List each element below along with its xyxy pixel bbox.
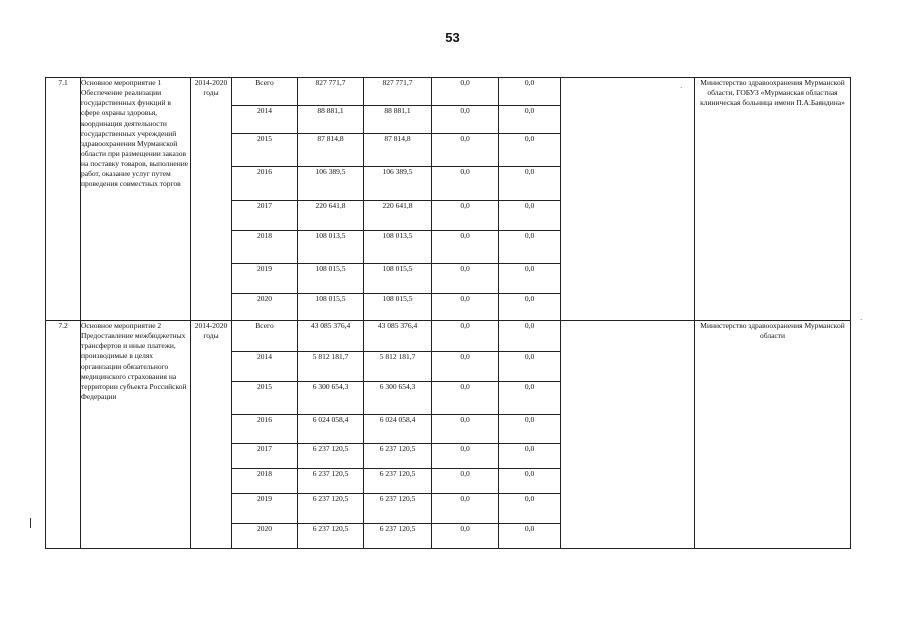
empty-cell [561,321,695,549]
source2-value: 0,0 [432,494,499,524]
source2-value: 0,0 [432,382,499,415]
source1-value: 6 237 120,5 [364,524,432,549]
source1-value: 6 300 654,3 [364,382,432,415]
year-label: 2015 [232,382,298,415]
source1-value: 43 085 376,4 [364,321,432,352]
year-label: 2016 [232,415,298,444]
total-value: 220 641,8 [298,201,364,231]
year-label: 2017 [232,444,298,469]
row-number: 7.1 [46,78,81,321]
total-value: 88 881,1 [298,106,364,134]
source2-value: 0,0 [432,134,499,167]
source1-value: 87 814,8 [364,134,432,167]
source1-value: 106 389,5 [364,167,432,201]
total-value: 106 389,5 [298,167,364,201]
source3-value: 0,0 [499,352,561,382]
activity-name: Основное мероприятие 2 Предоставление межбюджетных трансфертов и иные платежи, производимые в целях организации обязательного медицинского страхования на территории субъекта Российской Федерации [81,321,191,549]
scan-speck: · [680,84,683,92]
source1-value: 6 024 058,4 [364,415,432,444]
total-value: 6 300 654,3 [298,382,364,415]
total-value: 108 013,5 [298,231,364,264]
year-label: 2015 [232,134,298,167]
page-number: 53 [445,30,460,45]
source1-value: 108 015,5 [364,294,432,321]
source1-value: 220 641,8 [364,201,432,231]
scan-speck: · [860,316,863,324]
scan-mark [30,518,31,528]
source1-value: 108 013,5 [364,231,432,264]
source3-value: 0,0 [499,78,561,106]
responsible-executor: Министерство здравоохранения Мурманской области, ГОБУЗ «Мурманская областная клиническая больница имени П.А.Баяндина» [695,78,851,321]
source1-value: 827 771,7 [364,78,432,106]
year-label: Всего [232,78,298,106]
source2-value: 0,0 [432,352,499,382]
source1-value: 88 881,1 [364,106,432,134]
year-label: 2014 [232,106,298,134]
total-value: 6 024 058,4 [298,415,364,444]
source3-value: 0,0 [499,167,561,201]
total-value: 6 237 120,5 [298,444,364,469]
source1-value: 108 015,5 [364,264,432,294]
source3-value: 0,0 [499,444,561,469]
year-label: 2019 [232,494,298,524]
total-value: 6 237 120,5 [298,494,364,524]
source3-value: 0,0 [499,524,561,549]
year-label: Всего [232,321,298,352]
total-value: 6 237 120,5 [298,524,364,549]
source3-value: 0,0 [499,231,561,264]
activity-name: Основное мероприятие 1 Обеспечение реализации государственных функций в сфере охраны здоровья, координация деятельности государственных учреждений здравоохранения Мурманской области при размещении заказов на поставку товаров, выполнение работ, оказание услуг путем проведения совместных торгов [81,78,191,321]
source2-value: 0,0 [432,78,499,106]
source3-value: 0,0 [499,201,561,231]
source2-value: 0,0 [432,415,499,444]
source2-value: 0,0 [432,231,499,264]
source1-value: 6 237 120,5 [364,444,432,469]
source1-value: 5 812 181,7 [364,352,432,382]
total-value: 827 771,7 [298,78,364,106]
total-value: 87 814,8 [298,134,364,167]
year-label: 2020 [232,524,298,549]
source2-value: 0,0 [432,201,499,231]
source3-value: 0,0 [499,134,561,167]
year-label: 2017 [232,201,298,231]
responsible-executor: Министерство здравоохранения Мурманской области [695,321,851,549]
year-label: 2016 [232,167,298,201]
source3-value: 0,0 [499,469,561,494]
source2-value: 0,0 [432,524,499,549]
source3-value: 0,0 [499,415,561,444]
source3-value: 0,0 [499,294,561,321]
total-value: 43 085 376,4 [298,321,364,352]
source2-value: 0,0 [432,106,499,134]
year-label: 2018 [232,469,298,494]
total-value: 6 237 120,5 [298,469,364,494]
budget-table [45,77,851,549]
source2-value: 0,0 [432,444,499,469]
source3-value: 0,0 [499,106,561,134]
source3-value: 0,0 [499,382,561,415]
source3-value: 0,0 [499,494,561,524]
year-label: 2018 [232,231,298,264]
source2-value: 0,0 [432,264,499,294]
source3-value: 0,0 [499,321,561,352]
source3-value: 0,0 [499,264,561,294]
implementation-period: 2014-2020 годы [191,321,232,549]
source1-value: 6 237 120,5 [364,469,432,494]
source2-value: 0,0 [432,167,499,201]
empty-cell [561,78,695,321]
year-label: 2020 [232,294,298,321]
table-row [46,78,851,106]
row-number: 7.2 [46,321,81,549]
table-row [46,321,851,352]
source2-value: 0,0 [432,294,499,321]
total-value: 108 015,5 [298,264,364,294]
implementation-period: 2014-2020 годы [191,78,232,321]
total-value: 108 015,5 [298,294,364,321]
source2-value: 0,0 [432,321,499,352]
source2-value: 0,0 [432,469,499,494]
source1-value: 6 237 120,5 [364,494,432,524]
year-label: 2014 [232,352,298,382]
year-label: 2019 [232,264,298,294]
total-value: 5 812 181,7 [298,352,364,382]
